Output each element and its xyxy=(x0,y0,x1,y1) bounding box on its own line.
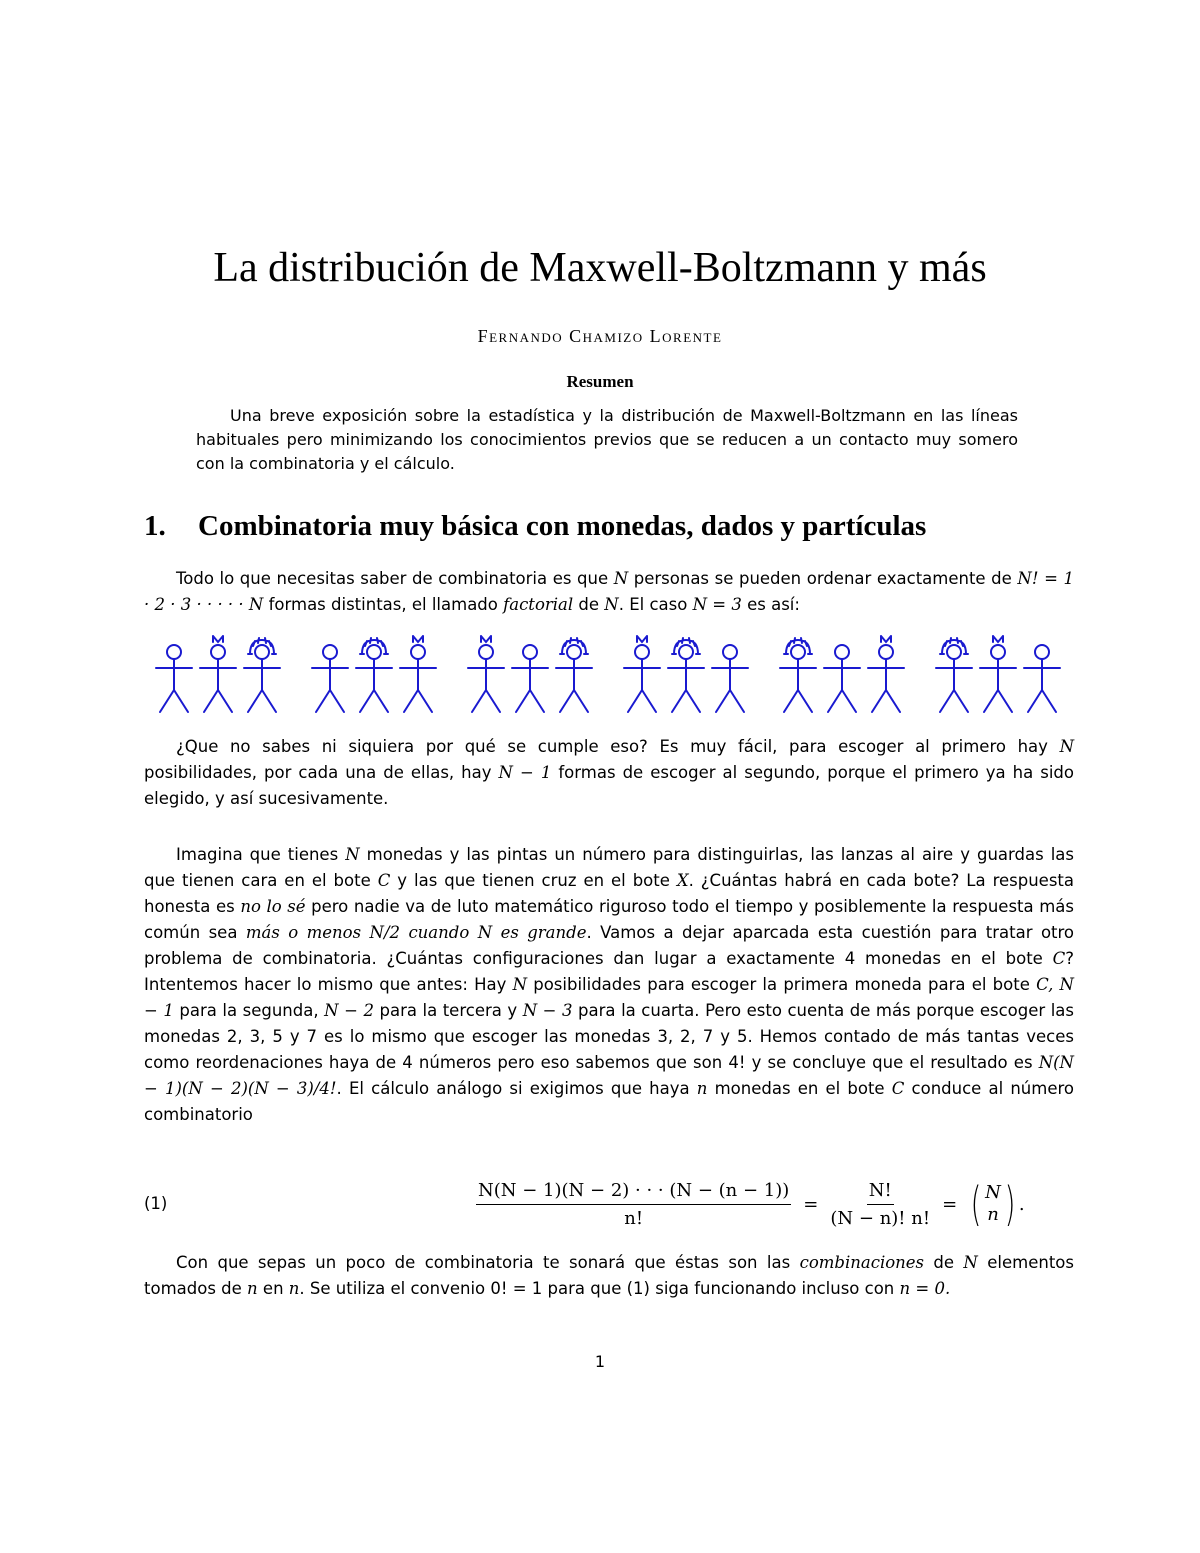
equation-period: . xyxy=(1018,1193,1025,1215)
text-run: Con que sepas un poco de combinatoria te sonará que éstas son las xyxy=(176,1253,800,1272)
paragraph-coins xyxy=(144,842,1074,1128)
text-run: ¿Que no sabes ni siquiera por qué se cumple eso? Es muy fácil, para escoger al primero hay xyxy=(176,737,1060,756)
math-expr: N − 3 xyxy=(522,1001,573,1020)
text-run: para la cuarta. Pero esto cuenta de más porque escoger las monedas 2, 3, 5 y 7 es lo mismo que escoger las monedas 3, 2, 7 y 5. Hemos contado de más tantas veces como reordenaciones haya de 4 números pero eso sabemos que son 4! y se concluye que el resultado es xyxy=(144,1001,1074,1072)
emphasis: más o menos xyxy=(245,923,362,942)
stick-figure-bow xyxy=(200,636,236,712)
equation-1 xyxy=(144,1172,1084,1236)
fraction-denominator: (N − n)! n! xyxy=(830,1207,931,1229)
text-run: formas de escoger al segundo, porque el primero ya ha sido elegido, y así sucesivamente. xyxy=(144,763,1074,808)
text-run: formas distintas, el llamado xyxy=(263,595,504,614)
math-expr: N(N − 1)(N − 2)(N − 3)/4! xyxy=(144,1053,1074,1098)
emphasis: es grande xyxy=(500,923,587,942)
permutation-figure xyxy=(150,632,1070,718)
text-run: posibilidades para escoger la primera moneda para el bote xyxy=(527,975,1037,994)
math-var: C xyxy=(1052,949,1066,968)
fraction-numerator: N! xyxy=(867,1180,894,1205)
binomial-top: N xyxy=(985,1182,1001,1203)
stick-figure-bow xyxy=(468,636,504,712)
math-var: n xyxy=(288,1279,300,1298)
stick-figure-curly xyxy=(356,638,392,712)
text-run: posibilidades, por cada una de ellas, hay xyxy=(144,763,499,782)
math-expr: N/2 xyxy=(369,923,400,942)
section-heading xyxy=(144,510,1084,543)
math-var: C xyxy=(377,871,391,890)
equation-label: (1) xyxy=(144,1194,168,1213)
stick-figure-plain xyxy=(312,645,348,712)
math-var: N xyxy=(604,595,619,614)
text-run: . El cálculo análogo si exigimos que haya xyxy=(336,1079,697,1098)
math-var: n xyxy=(247,1279,258,1298)
text-run: y las que tienen cruz en el bote xyxy=(390,871,677,890)
math-expr: N! = 1 · 2 · 3 · · · · · N xyxy=(144,569,1074,614)
author-name: Fernando Chamizo Lorente xyxy=(477,326,723,346)
binomial-bottom: n xyxy=(987,1204,999,1225)
text-run: de xyxy=(924,1253,964,1272)
paragraph-explanation xyxy=(144,734,1074,812)
stick-figure-plain xyxy=(512,645,548,712)
math-var: C xyxy=(891,1079,905,1098)
text-run: Imagina que tienes xyxy=(176,845,346,864)
emphasis: cuando xyxy=(408,923,470,942)
text-run: elementos tomados de xyxy=(144,1253,1074,1298)
equals-sign: = xyxy=(942,1193,958,1215)
math-var: N xyxy=(613,569,629,588)
math-var: N xyxy=(963,1253,978,1272)
page-number: 1 xyxy=(594,1352,606,1371)
math-var: N xyxy=(1059,737,1074,756)
text-run: para la tercera y xyxy=(373,1001,523,1020)
text-run: es así: xyxy=(741,595,800,614)
math-expr: N − 1 xyxy=(498,763,552,782)
text-run: . ¿Cuántas habrá en cada bote? La respuesta honesta es xyxy=(144,871,1074,916)
abstract-heading: Resumen xyxy=(566,372,634,391)
abstract-text: Una breve exposición sobre la estadística y la distribución de Maxwell-Boltzmann en las líneas habituales pero minimizando los conocimientos previos que se reducen a un contacto muy somero con la combinatoria y el cálculo. xyxy=(196,406,1018,473)
math-var: N xyxy=(345,845,360,864)
paragraph-combinations xyxy=(144,1250,1074,1302)
stick-figure-curly xyxy=(780,638,816,712)
binomial-coefficient xyxy=(967,1177,1019,1231)
math-var: N xyxy=(477,923,493,942)
math-var: X xyxy=(676,871,689,890)
stick-figure-curly xyxy=(668,638,704,712)
section-number: 1. xyxy=(144,510,166,542)
stick-figure-bow xyxy=(980,636,1016,712)
text-run: . El caso xyxy=(618,595,693,614)
text-run: . Se utiliza el convenio 0! = 1 para que (1) siga funcionando incluso con xyxy=(299,1279,900,1298)
left-paren: ( xyxy=(970,1177,982,1231)
stick-figure-bow xyxy=(868,636,904,712)
fraction-mid xyxy=(830,1180,930,1229)
stick-figure-plain xyxy=(712,645,748,712)
equation-body xyxy=(470,1172,1025,1236)
stick-figure-curly xyxy=(936,638,972,712)
stick-figure-curly xyxy=(244,638,280,712)
text-run: . Vamos a dejar aparcada esta cuestión para tratar otro problema de combinatoria. ¿Cuántas configuraciones dan lugar a exactamente 4 monedas en el bote xyxy=(144,923,1075,968)
text-run: de xyxy=(573,595,605,614)
stick-figure-bow xyxy=(400,636,436,712)
stick-figure-plain xyxy=(824,645,860,712)
paper-title: La distribución de Maxwell-Boltzmann y más xyxy=(213,245,987,291)
stick-figure-bow xyxy=(624,636,660,712)
equals-sign: = xyxy=(803,1193,819,1215)
text-run: Todo lo que necesitas saber de combinatoria es que xyxy=(176,569,614,588)
text-run: personas se pueden ordenar exactamente de xyxy=(628,569,1018,588)
stick-figure-curly xyxy=(556,638,592,712)
fraction-denominator: n! xyxy=(624,1207,644,1229)
text-run: para la segunda, xyxy=(173,1001,325,1020)
math-expr: C, N − 1 xyxy=(144,975,1074,1020)
binomial-stack xyxy=(985,1182,1001,1226)
text-run: ? Intentemos hacer lo mismo que antes: Hay xyxy=(144,949,1074,994)
math-expr: N − 2 xyxy=(324,1001,374,1020)
math-expr: n = 0. xyxy=(899,1279,951,1298)
text-run: monedas y las pintas un número para distinguirlas, las lanzas al aire y guardas las que tienen cara en el bote xyxy=(144,845,1074,890)
fraction-lhs xyxy=(476,1180,791,1229)
text-run: monedas en el bote xyxy=(707,1079,892,1098)
math-expr: N = 3 xyxy=(692,595,742,614)
text-run: en xyxy=(257,1279,289,1298)
right-paren: ) xyxy=(1004,1177,1016,1231)
fraction-numerator: N(N − 1)(N − 2) · · · (N − (n − 1)) xyxy=(476,1180,791,1205)
emphasis: factorial xyxy=(503,595,574,614)
section-title: Combinatoria muy básica con monedas, dados y partículas xyxy=(198,510,927,542)
text-run: pero nadie va de luto matemático riguroso todo el tiempo y posiblemente la respuesta más común sea xyxy=(144,897,1075,942)
math-var: N xyxy=(512,975,528,994)
text-run: conduce al número combinatorio xyxy=(144,1079,1075,1124)
emphasis: combinaciones xyxy=(799,1253,925,1272)
stick-figure-plain xyxy=(1024,645,1060,712)
math-var: n xyxy=(696,1079,708,1098)
paragraph-factorial xyxy=(144,566,1074,618)
emphasis: no lo sé xyxy=(240,897,306,916)
stick-figure-plain xyxy=(156,645,192,712)
